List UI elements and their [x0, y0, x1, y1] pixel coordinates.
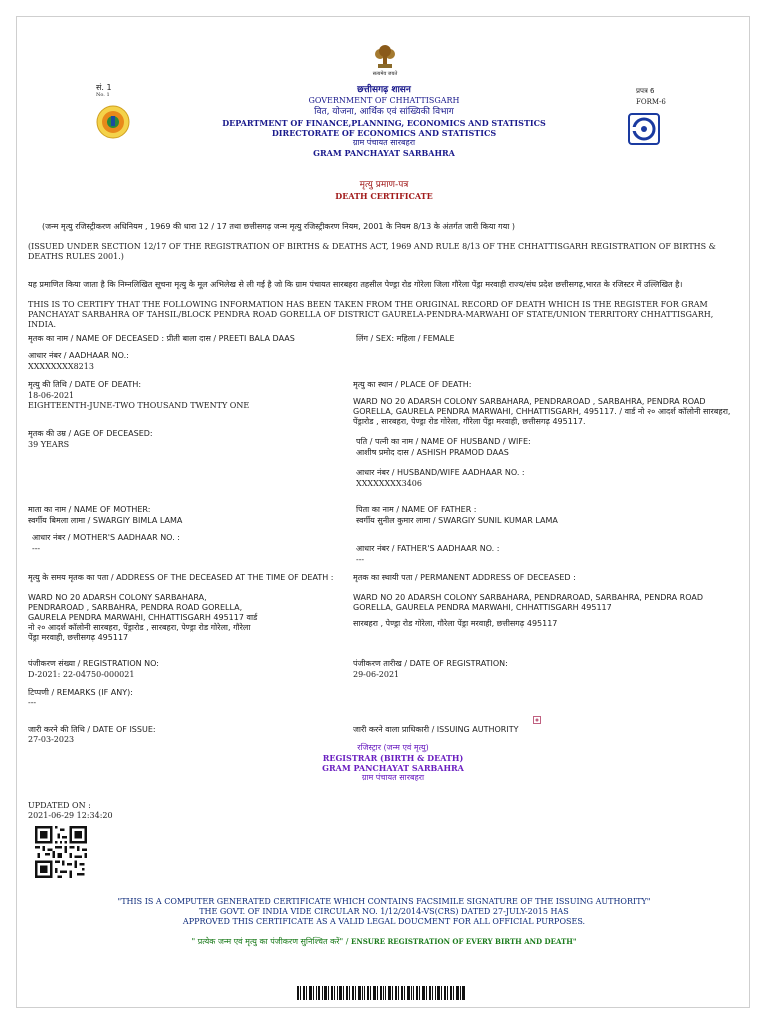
issued-under-hindi: (जन्म मृत्यु रजिस्ट्रीकरण अधिनियम , 1969 की धारा 12 / 17 तथा छत्तीसगढ़ जन्म मृत्यु रजिस्ट्रीकरण नियम, 2001 के नियम 8/13 के अंतर्गत जारी किया गया ) [42, 222, 515, 231]
serial-sub: No. 1 [96, 92, 110, 98]
sex-value: महिला / FEMALE [396, 334, 455, 343]
sex [356, 334, 455, 344]
permanent-address-label: मृतक का स्थायी पता / PERMANENT ADDRESS OF DECEASED : [353, 573, 576, 582]
dept-hindi: वित, योजना, आर्थिक एवं सांख्यिकी विभाग [314, 107, 454, 117]
date-of-death-words: EIGHTEENTH-JUNE-TWO THOUSAND TWENTY ONE [28, 401, 250, 410]
updated-on-value: 2021-06-29 12:34:20 [28, 811, 113, 820]
registrar-english: REGISTRAR (BIRTH & DEATH) [322, 753, 464, 763]
mother-value: स्वर्गीय बिमला लामा / SWARGIY BIMLA LAMA [28, 516, 183, 525]
qr-code-icon [35, 826, 87, 878]
date-of-death-label: मृत्यु की तिथि / DATE OF DEATH: [28, 380, 142, 389]
title-hindi: मृत्यु प्रमाण-पत्र [359, 180, 409, 190]
govt-hindi: छत्तीसगढ़ शासन [357, 85, 411, 95]
father-aadhaar-label: आधार नंबर / FATHER'S AADHAAR NO. : [356, 544, 500, 553]
mother-aadhaar-value: --- [32, 544, 41, 553]
husband-aadhaar-label: आधार नंबर / HUSBAND/WIFE AADHAAR NO. : [356, 468, 525, 477]
state-seal-icon [96, 105, 130, 139]
serial-number: सं. 1 [96, 83, 112, 92]
gram-panchayat-hindi: ग्राम पंचायत सारबहरा [352, 138, 416, 147]
husband-aadhaar-value: XXXXXXXX3406 [356, 479, 422, 488]
registration-no-label: पंजीकरण संख्या / REGISTRATION NO: [28, 659, 160, 668]
registration-date-label: पंजीकरण तारीख / DATE OF REGISTRATION: [353, 659, 508, 668]
date-of-issue-label: जारी करने की तिथि / DATE OF ISSUE: [28, 725, 156, 734]
remarks-label: टिप्पणी / REMARKS (IF ANY): [28, 688, 133, 697]
slogan-hindi: " प्रत्येक जन्म एवं मृत्यु का पंजीकरण सुनिश्चित करें" / [191, 937, 349, 946]
age-value: 39 YEARS [28, 440, 70, 449]
mother-aadhaar-label: आधार नंबर / MOTHER'S AADHAAR NO. : [32, 533, 180, 542]
dept-english: DEPARTMENT OF FINANCE,PLANNING, ECONOMICS AND STATISTICS [222, 118, 546, 128]
registration-no-value: D-2021: 22-04750-000021 [28, 670, 135, 679]
date-of-issue-value: 27-03-2023 [28, 735, 75, 744]
date-of-death-value: 18-06-2021 [28, 391, 75, 400]
place-of-death-value: WARD NO 20 ADARSH COLONY SARBAHARA, PENDRAROAD , SARBAHRA, PENDRA ROAD GORELLA, GAURELA PENDRA MARWAHI, CHHATTISGARH, 495117. / वार्ड नो २० आदर्श कॉलोनी सारबहरा, पेंड्रारोड , सारबहरा, पेण्ड्रा रोड गोरेला, गौरेला पेंड्रा मरवाही, छत्तीसगढ़ 495117. [353, 397, 731, 426]
sex-label: लिंग / SEX: [356, 334, 395, 343]
form-number: FORM-6 [636, 98, 666, 106]
barcode-icon [297, 985, 465, 999]
place-of-death-label: मृत्यु का स्थान / PLACE OF DEATH: [353, 380, 472, 389]
form-number-hindi: प्रपत्र 6 [636, 87, 655, 95]
issued-under-english: (ISSUED UNDER SECTION 12/17 OF THE REGISTRATION OF BIRTHS & DEATHS ACT, 1969 AND RULE 8/13 OF THE CHHATTISGARH REGISTRATION OF BIRTHS & DEATHS RULES 2001.) [28, 242, 716, 261]
govt-english: GOVERNMENT OF CHHATTISGARH [308, 96, 460, 105]
footer-slogan [34, 936, 734, 947]
mother-label: माता का नाम / NAME OF MOTHER: [28, 505, 151, 514]
husband-value: आशीष प्रमोद दास / ASHISH PRAMOD DAAS [356, 448, 509, 457]
husband-label: पति / पत्नी का नाम / NAME OF HUSBAND / WIFE: [356, 437, 531, 446]
father-aadhaar-value: --- [356, 555, 365, 564]
remarks-value: --- [28, 698, 37, 707]
father-value: स्वर्गीय सुनील कुमार लामा / SWARGIY SUNIL KUMAR LAMA [356, 516, 558, 525]
registrar-hindi: रजिस्ट्रार (जन्म एवं मृत्यु) [357, 743, 429, 752]
footer-approved: APPROVED THIS CERTIFICATE AS A VALID LEGAL DOUCMENT FOR ALL OFFICIAL PURPOSES. [182, 917, 586, 926]
directorate: DIRECTORATE OF ECONOMICS AND STATISTICS [271, 128, 497, 138]
name-label: मृतक का नाम / NAME OF DECEASED : [28, 334, 165, 343]
certify-english: THIS IS TO CERTIFY THAT THE FOLLOWING INFORMATION HAS BEEN TAKEN FROM THE ORIGINAL RECORD OF DEATH WHICH IS THE REGISTER FOR GRAM PANCHAYAT SARBAHRA OF TAHSIL/BLOCK PENDRA ROAD GORELLA OF DISTRICT GAURELA-PENDRA-MARWAHI OF STATE/UNION TERRITORY CHHATTISGARH, INDIA. [28, 300, 714, 329]
issuing-authority-label: जारी करने वाला प्राधिकारी / ISSUING AUTHORITY [353, 725, 519, 734]
registrar-gp-hindi: ग्राम पंचायत सारबहरा [361, 773, 425, 782]
permanent-address-value: WARD NO 20 ADARSH COLONY SARBAHARA, PENDRAROAD, SARBAHRA, PENDRA ROAD GORELLA, GAURELA PENDRA MARWAHI, CHHATTISGARH 495117 [353, 593, 703, 612]
father-label: पिता का नाम / NAME OF FATHER : [356, 505, 477, 514]
emblem-motto: सत्यमेव जयते [372, 71, 398, 77]
aadhaar-value: XXXXXXXX8213 [28, 362, 94, 371]
address-at-death-label: मृत्यु के समय मृतक का पता / ADDRESS OF THE DECEASED AT THE TIME OF DEATH : [28, 573, 334, 582]
crs-logo-icon [628, 113, 660, 145]
permanent-address-hindi: सारबहरा , पेण्ड्रा रोड गोरेला, गौरेला पेंड्रा मरवाही, छत्तीसगढ़ 495117 [353, 619, 558, 628]
slogan-english: ENSURE REGISTRATION OF EVERY BIRTH AND DEATH" [350, 937, 577, 946]
address-at-death-value: WARD NO 20 ADARSH COLONY SARBAHARA, PENDRAROAD , SARBAHRA, PENDRA ROAD GORELLA, GAURELA PENDRA MARWAHI, CHHATTISGARH 495117 वार्ड नो २० आदर्श कॉलोनी सारबहरा, पेंड्रारोड , सारबहरा, पेण्ड्रा रोड गोरेला, गौरेला पेंड्रा मरवाही, छत्तीसगढ़ 495117 [28, 593, 258, 642]
footer-circular: THE GOVT. OF INDIA VIDE CIRCULAR NO. 1/12/2014-VS(CRS) DATED 27-JULY-2015 HAS [199, 907, 569, 916]
registration-date-value: 29-06-2021 [353, 670, 400, 679]
name-of-deceased [28, 334, 295, 344]
footer-computer-generated: "THIS IS A COMPUTER GENERATED CERTIFICATE WHICH CONTAINS FACSIMILE SIGNATURE OF THE ISSUING AUTHORITY" [117, 897, 651, 906]
name-value: प्रीती बाला दास / PREETI BALA DAAS [166, 334, 295, 343]
signature-mark-icon [533, 709, 541, 717]
age-label: मृतक की उम्र / AGE OF DECEASED: [28, 429, 153, 438]
updated-on-label: UPDATED ON : [28, 801, 91, 810]
title-english: DEATH CERTIFICATE [335, 191, 433, 201]
certify-hindi: यह प्रमाणित किया जाता है कि निम्नलिखित सूचना मृत्यु के मूल अभिलेख से ली गई है जो कि ग्राम पंचायत सारबहरा तहसील पेण्ड्रा रोड गोरेला जिला गौरेला पेंड्रा मरवाही राज्य/संघ प्रदेश छत्तीसगढ़,भारत के रजिस्टर में उल्लिखित है। [28, 280, 683, 289]
gram-panchayat-english: GRAM PANCHAYAT SARBAHRA [313, 148, 455, 158]
aadhaar-label: आधार नंबर / AADHAAR NO.: [28, 351, 129, 360]
registrar-gp-english: GRAM PANCHAYAT SARBAHRA [322, 763, 464, 773]
ashoka-emblem-icon [374, 42, 396, 72]
